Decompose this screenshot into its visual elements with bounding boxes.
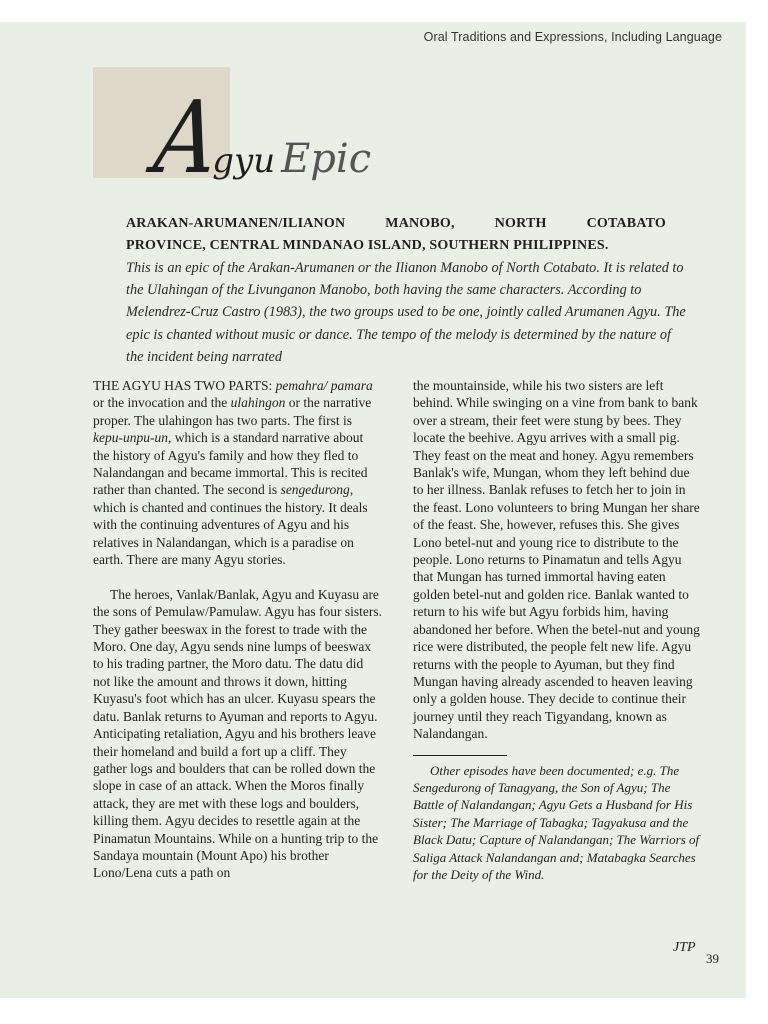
- body-text: , which is chanted and continues the history. It deals with the continuing adventures of Agyu and his relatives in Nalandangan, which is a paradise on earth. There are many Agyu stories.: [93, 482, 368, 568]
- note-text: Other episodes have been documented; e.g. The Sengedurong of Tanagyang, the Son of Agyu; The Battle of Nalandangan; Agyu Gets a Husband for His Sister; The Marriage of Tabagka; Tagyakusa and the Black Datu; Capture of Nalandangan; The Warriors of Saliga Attack Nalandangan and; Matabagka Searches for the Deity of the Wind.: [413, 762, 700, 882]
- body-column-right: [413, 377, 703, 883]
- body-paragraph: the mountainside, while his two sisters are left behind. While swinging on a vine from bank to bank over a stream, their feet were stung by bees. They locate the beehive. Agyu arrives with a small pig. They feast on the meat and honey. Agyu remembers Banlak's wife, Mungan, whom they left behind due to her illness. Banlak refuses to fetch her to join in the feast. Lono volunteers to bring Mungan her share of the feast. She, however, refuses this. She gives Lono betel-nut and young rice to distribute to the people. Lono returns to Pinamatun and tells Agyu that Mungan has turned immortal having eaten golden betel-nut and golden rice. Banlak wanted to return to his wife but Agyu forbids him, having abandoned her before. When the betel-nut and young rice were distributed, the people felt new life. Agyu returns with the people to Ayuman, but they find Mungan having already ascended to heaven leaving only a golden house. They decide to continue their journey until they reach Tigyandang, known as Nalandangan.: [413, 378, 700, 742]
- term: pemahra/ pamara: [275, 378, 373, 393]
- subtitle-line-2: PROVINCE, CENTRAL MINDANAO ISLAND, SOUTHERN PHILIPPINES.: [126, 238, 609, 253]
- title-rest: gyu: [212, 141, 276, 181]
- body-text: , which is a standard narrative about the history of Agyu's family and how they fled to Nalandangan and became immortal. This is recited rather than chanted. The second is: [93, 430, 368, 498]
- page-number: 39: [706, 951, 719, 966]
- page-title: [149, 79, 372, 196]
- body-text: or the narrative proper. The ulahingon has two parts. The first is: [93, 395, 372, 428]
- body-paragraph: The heroes, Vanlak/Banlak, Agyu and Kuyasu are the sons of Pemulaw/Pamulaw. Agyu has four sisters. They gather beeswax in the forest to trade with the Moro. One day, Agyu sends nine lumps of beeswax to his trading partner, the Moro datu. The datu did not like the amount and throws it down, hitting Kuyasu's foot which has an ulcer. Kuyasu spears the datu. Banlak returns to Ayuman and reports to Agyu. Anticipating retaliation, Agyu and his brothers leave their homeland and build a fort up a cliff. They gather logs and boulders that can be rolled down the slope in case of an attack. When the Moros finally attack, they are met with these logs and boulders, killing them. Agyu decides to resettle again at the Pinamatun Mountains. While on a hunting trip to the Sandaya mountain (Mount Apo) his brother Lono/Lena cuts a path on: [93, 586, 382, 881]
- intro-paragraph: This is an epic of the Arakan-Arumanen or the Ilianon Manobo of North Cotabato. It is related to the Ulahingan of the Livunganon Manobo, both having the same characters. According to Melendrez-Cruz Castro (1983), the two groups used to be one, jointly called Arumanen Agyu. The epic is chanted without music or dance. The tempo of the melody is determined by the nature of the incident being narrated: [126, 260, 686, 365]
- body-column-left: [93, 377, 383, 882]
- body-text: or the invocation and the: [93, 395, 231, 411]
- subtitle-line-1: ARAKAN-ARUMANEN/ILIANON MANOBO, NORTH COTABATO: [126, 216, 666, 231]
- publication-mark: JTP: [673, 940, 696, 955]
- body-paragraph: [93, 377, 383, 568]
- running-header: Oral Traditions and Expressions, Including Language: [423, 30, 722, 44]
- term: ulahingon: [230, 395, 286, 411]
- title-second-word: Epic: [281, 136, 372, 182]
- episodes-note: [413, 762, 703, 884]
- term: kepu-unpu-un: [93, 430, 168, 446]
- title-initial: A: [149, 79, 225, 196]
- section-lead: THE AGYU HAS TWO PARTS:: [93, 378, 273, 393]
- footnote-rule: [413, 755, 507, 756]
- term: sengedurong: [280, 482, 350, 498]
